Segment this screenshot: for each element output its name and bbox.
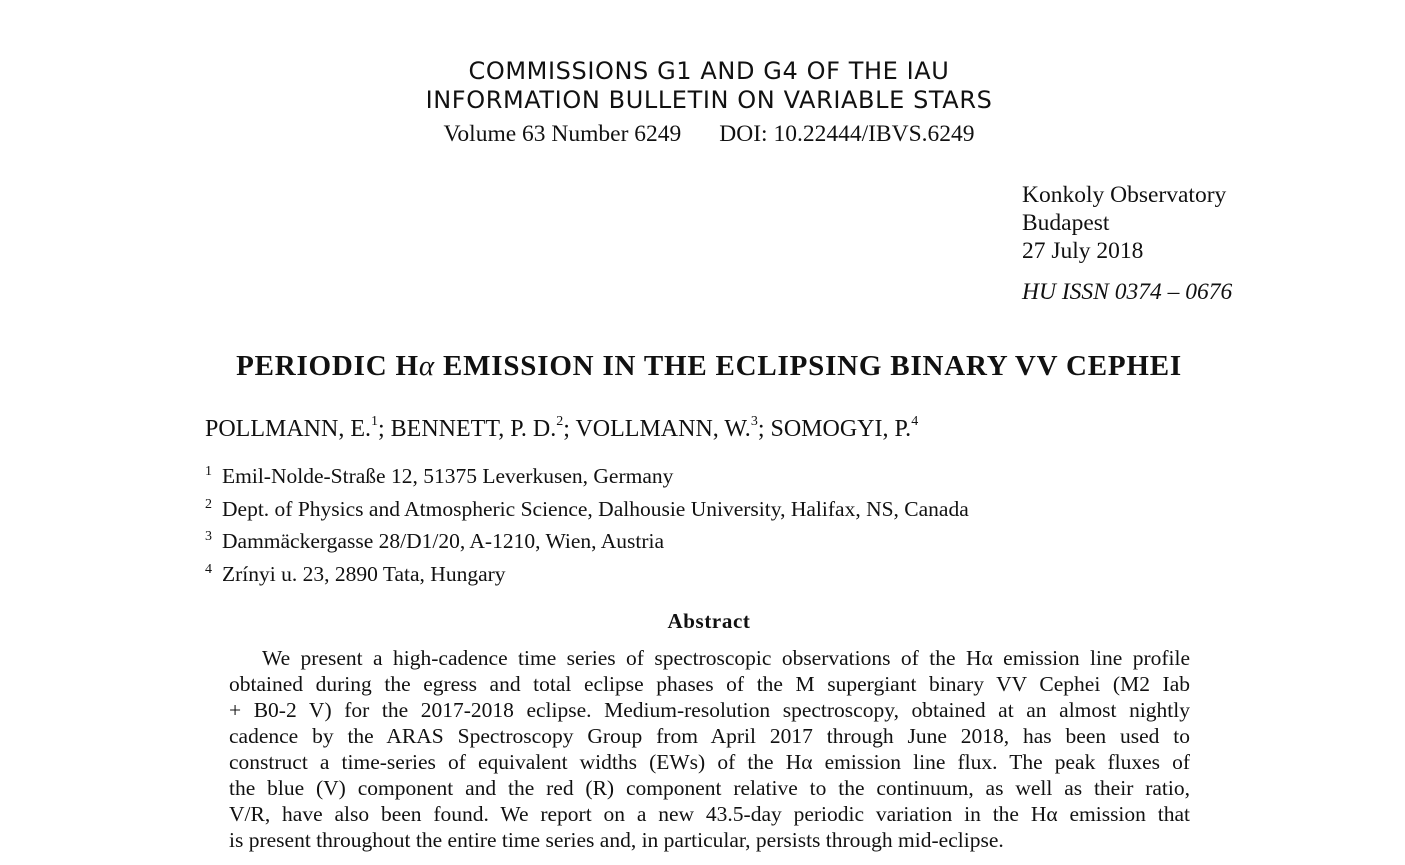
abstract-line: is present throughout the entire time series and, in particular, persists through mid-eclipse. [229, 828, 1004, 852]
abstract-body [229, 645, 1190, 853]
affiliation-number: 1 [205, 464, 212, 479]
abstract-line: the blue (V) component and the red (R) component relative to the continuum, as well as their ratio, [229, 776, 1190, 800]
title-alpha: α [418, 350, 435, 382]
commissions-header: COMMISSIONS G1 AND G4 OF THE IAU [468, 57, 950, 85]
author-list [205, 416, 918, 443]
affiliation [205, 461, 969, 494]
author: SOMOGYI, P. [770, 416, 912, 442]
observatory-name: Konkoly Observatory [1022, 182, 1227, 208]
author-sup: 1 [371, 414, 378, 429]
author: BENNETT, P. D. [390, 416, 557, 442]
author-sup: 4 [911, 414, 919, 429]
abstract-line: + B0-2 V) for the 2017-2018 eclipse. Medium-resolution spectroscopy, obtained at an almost nightly [229, 698, 1190, 722]
author-sup: 2 [556, 414, 564, 429]
author-sep: ; [378, 416, 391, 442]
affiliation-text: Zrínyi u. 23, 2890 Tata, Hungary [222, 561, 506, 586]
abstract-line: obtained during the egress and total eclipse phases of the M supergiant binary VV Cephei (M2 Iab [229, 672, 1190, 696]
volume-doi-line [0, 121, 1405, 148]
author-sep: ; [563, 416, 576, 442]
affiliation [205, 494, 969, 527]
author: VOLLMANN, W. [575, 416, 751, 442]
affiliation-number: 3 [205, 529, 212, 545]
title-part1: PERIODIC H [236, 350, 419, 382]
bulletin-header: INFORMATION BULLETIN ON VARIABLE STARS [425, 86, 993, 114]
abstract-line: V/R, have also been found. We report on a new 43.5-day periodic variation in the Hα emission that [229, 802, 1190, 826]
affiliation-text: Dept. of Physics and Atmospheric Science, Dalhousie University, Halifax, NS, Canada [222, 496, 969, 521]
volume-number: Volume 63 Number 6249 [443, 121, 682, 147]
affiliation-text: Dammäckergasse 28/D1/20, A-1210, Wien, Austria [222, 529, 664, 554]
abstract-line: cadence by the ARAS Spectroscopy Group from April 2017 through June 2018, has been used to [229, 724, 1190, 748]
affiliation-text: Emil-Nolde-Straße 12, 51375 Leverkusen, Germany [222, 464, 674, 488]
author: POLLMANN, E. [205, 416, 371, 442]
title-part2: EMISSION IN THE ECLIPSING BINARY VV CEPHEI [434, 350, 1182, 382]
observatory-city: Budapest [1022, 210, 1110, 236]
abstract-heading: Abstract [667, 609, 751, 633]
affiliation [205, 559, 969, 592]
issn: HU ISSN 0374 – 0676 [1022, 279, 1233, 305]
publication-date: 27 July 2018 [1022, 238, 1144, 264]
author-sup: 3 [750, 414, 758, 429]
affiliation-number: 4 [205, 561, 212, 577]
author-sep: ; [757, 416, 771, 442]
doi: DOI: 10.22444/IBVS.6249 [719, 121, 975, 147]
abstract-line: We present a high-cadence time series of spectroscopic observations of the Hα emission line profile [262, 646, 1190, 670]
affiliation [205, 526, 969, 559]
abstract-line: construct a time-series of equivalent widths (EWs) of the Hα emission line flux. The peak fluxes of [229, 750, 1190, 774]
paper-title [0, 350, 1405, 383]
publisher-block [1022, 181, 1226, 265]
affiliation-list [205, 461, 969, 591]
affiliation-number: 2 [205, 496, 212, 512]
